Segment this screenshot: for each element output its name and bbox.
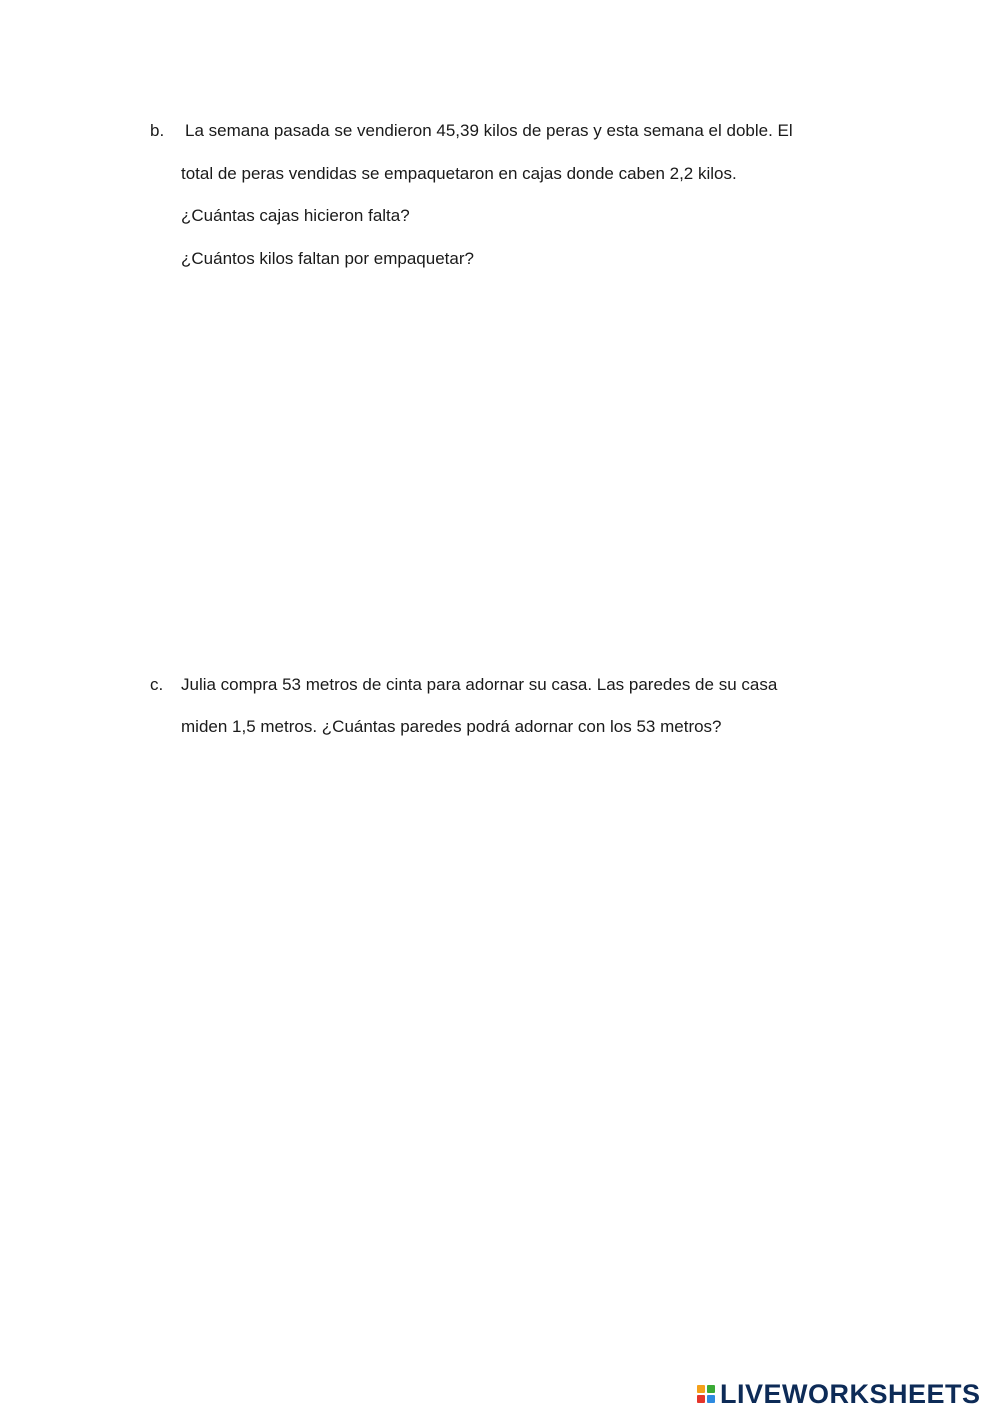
- question-line: ¿Cuántas cajas hicieron falta?: [181, 206, 410, 225]
- problem-text-line: Julia compra 53 metros de cinta para adornar su casa. Las paredes de su casa: [181, 675, 778, 694]
- problem-text-line: total de peras vendidas se empaquetaron en cajas donde caben 2,2 kilos.: [181, 164, 737, 183]
- problem-marker: b.: [150, 121, 165, 140]
- problem-marker: c.: [150, 675, 164, 694]
- problem-text-line: La semana pasada se vendieron 45,39 kilos de peras y esta semana el doble. El: [185, 121, 793, 140]
- logo-square-orange: [697, 1385, 705, 1393]
- logo-square-blue: [707, 1395, 715, 1403]
- question-line: ¿Cuántos kilos faltan por empaquetar?: [181, 249, 474, 268]
- logo-square-green: [707, 1385, 715, 1393]
- logo-square-red: [697, 1395, 705, 1403]
- logo-icon: [697, 1385, 715, 1403]
- problem-text-line: miden 1,5 metros. ¿Cuántas paredes podrá adornar con los 53 metros?: [181, 717, 722, 736]
- liveworksheets-logo: [697, 1378, 981, 1410]
- logo-text: LIVEWORKSHEETS: [720, 1379, 981, 1409]
